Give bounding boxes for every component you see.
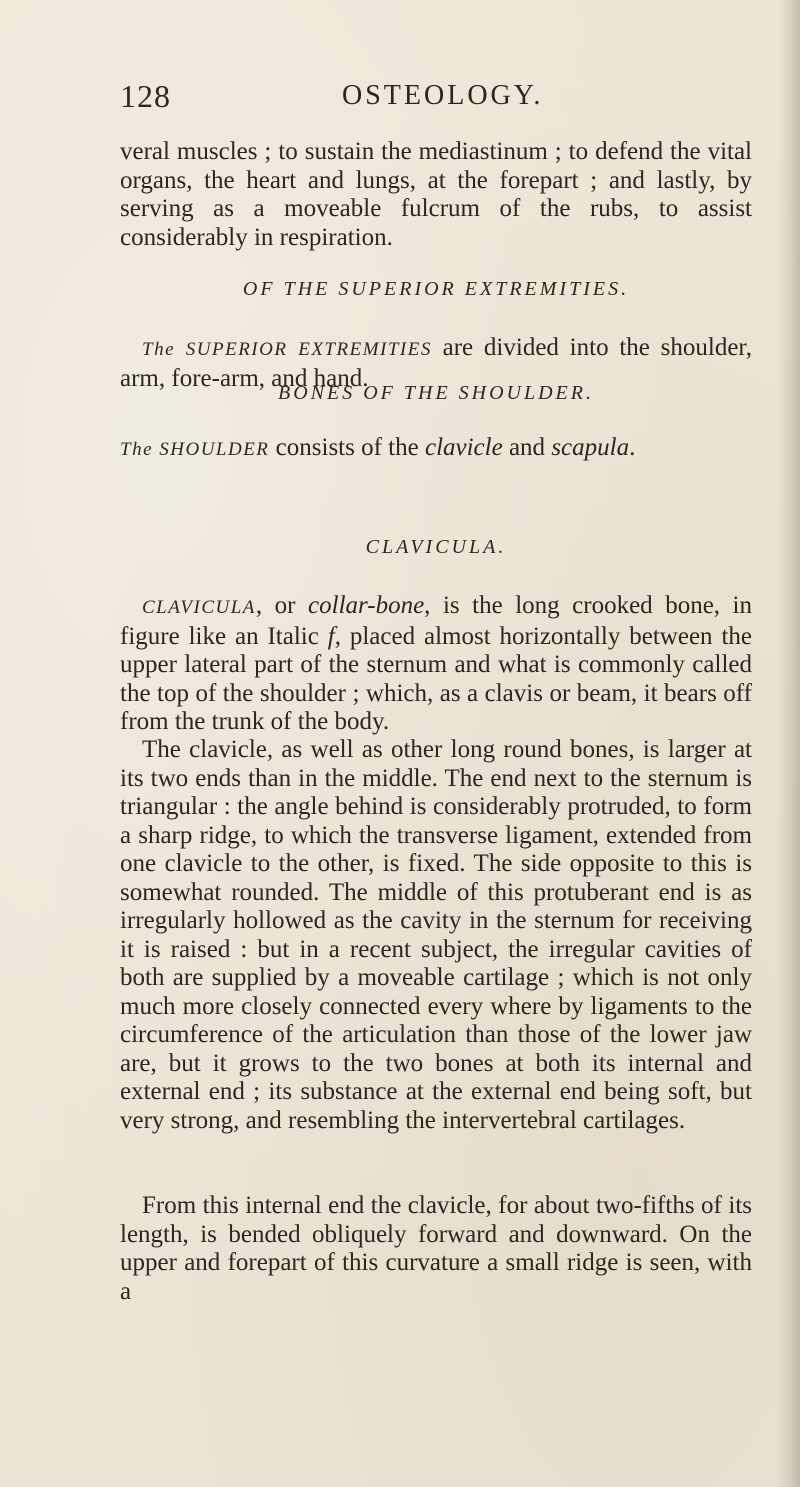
intro-paragraph	[120, 138, 752, 252]
page-edge-shadow	[778, 0, 800, 1487]
clavicula-text: , is the long crooked bone, in figure like an Italic	[120, 592, 752, 650]
superior-text: are divided into the shoulder, arm, fore-arm, and hand.	[120, 334, 752, 392]
shoulder-text: consists of the	[269, 434, 425, 461]
clavicula-paragraph-2	[120, 736, 752, 1135]
clavicula-paragraph-1	[120, 592, 752, 737]
heading-superior-extremities: OF THE SUPERIOR EXTREMITIES.	[242, 278, 630, 300]
clavicle-curvature: From this internal end the clavicle, for about two-fifths of its length, is bended obliquely forward and downward. On the upper and forepart of this curvature a small ridge is seen, with a	[120, 1192, 752, 1305]
page-number: 128	[120, 78, 171, 114]
heading-bones-of-shoulder: BONES OF THE SHOULDER.	[278, 382, 594, 404]
shoulder-text: and	[502, 434, 552, 461]
heading-clavicula: CLAVICULA.	[365, 536, 507, 558]
running-head: OSTEOLOGY.	[342, 80, 544, 111]
shoulder-text: .	[629, 434, 636, 461]
intro-text: veral muscles ; to sustain the mediastinum ; to defend the vital organs, the heart and lungs, at the forepart ; and lastly, by serving as a moveable fulcrum of the rubs, to assist considerably in respiration.	[120, 138, 752, 251]
clavicle-description: The clavicle, as well as other long round bones, is larger at its two ends than in the middle. The end next to the sternum is triangular : the angle behind is considerably protruded, to form a sharp ridge, to which the transverse ligament, extended from one clavicle to the other, is fixed. The side opposite to this is somewhat rounded. The middle of this protuberant end is as irregularly hollowed as the cavity in the sternum for receiving it is raised : but in a recent subject, the irregular cavities of both are supplied by a moveable cartilage ; which is not only much more closely connected every where by ligaments to the circumference of the articulation than those of the lower jaw are, but it grows to the two bones at both its internal and external end ; its substance at the external end being soft, but very strong, and resembling the intervertebral cartilages.	[120, 736, 752, 1134]
page-header	[120, 78, 740, 118]
term-collar-bone: collar-bone	[308, 592, 425, 619]
clavicula-text: , placed almost horizontally between the upper lateral part of the sternum and what is commonly called the top of the shoulder ; which, as a clavis or beam, it bears off from the trunk of the body.	[120, 622, 752, 735]
clavicula-text: , or	[255, 592, 309, 619]
term-clavicle: clavicle	[424, 434, 503, 461]
term-italic-f: f	[327, 622, 335, 650]
lead-small-caps: The SUPERIOR EXTREMITIES	[142, 339, 432, 360]
shoulder-paragraph	[120, 434, 752, 465]
term-scapula: scapula	[551, 434, 630, 461]
lead-small-caps: CLAVICULA	[142, 597, 256, 618]
clavicula-paragraph-3	[120, 1192, 752, 1306]
lead-small-caps: The SHOULDER	[120, 439, 270, 460]
